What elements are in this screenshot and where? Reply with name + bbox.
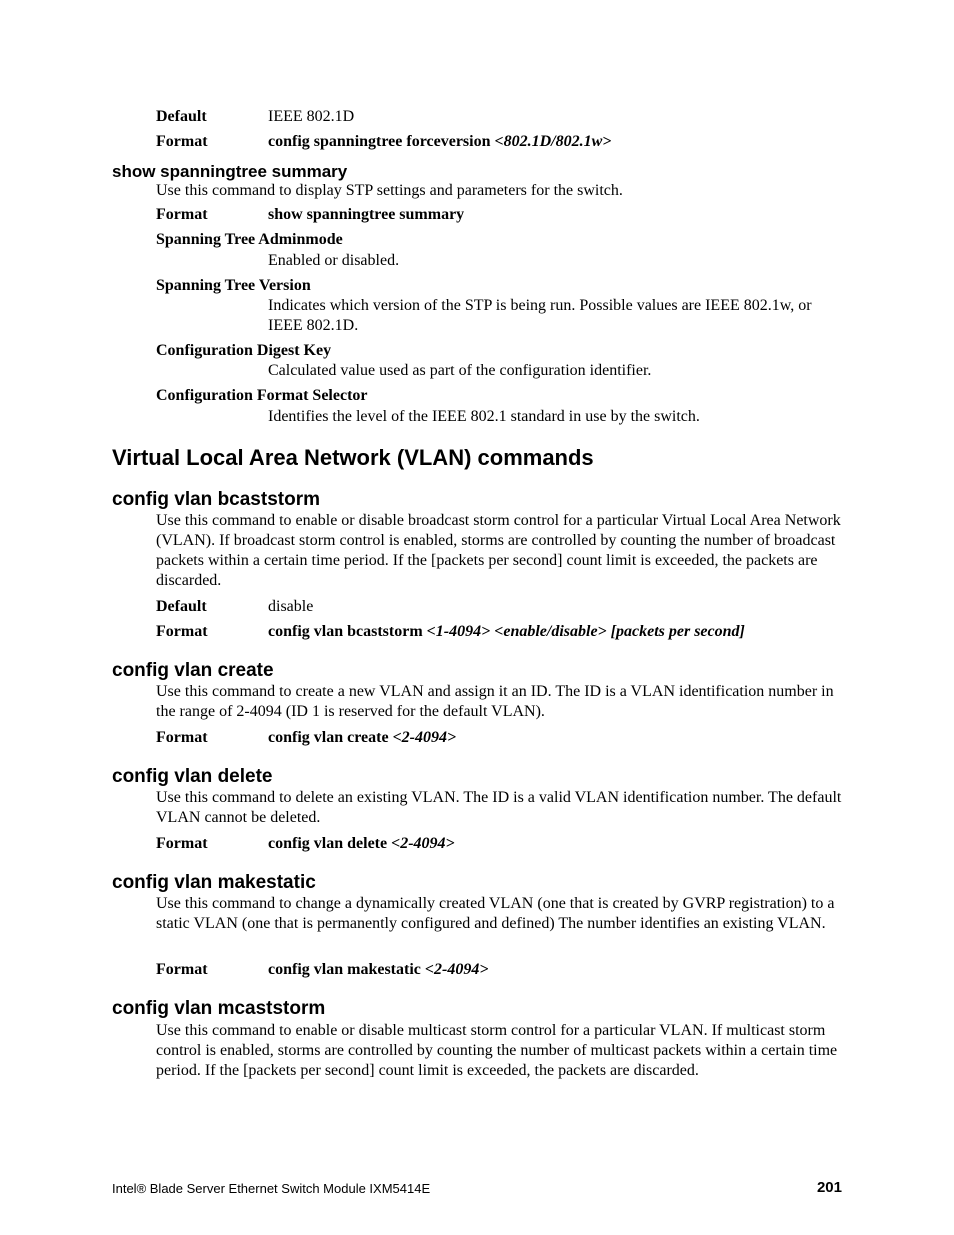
- summary-format-label: Format: [156, 206, 208, 223]
- field-definition: Calculated value used as part of the configuration identifier.: [268, 362, 652, 379]
- makestatic-description: Use this command to change a dynamically created VLAN (one that is created by GVRP registration) to a static VLAN (one that is permanently configured and defined) The number identifies an existing VLAN.: [156, 895, 835, 932]
- makestatic-format-command: [268, 960, 488, 980]
- mcaststorm-description: Use this command to enable or disable multicast storm control for a particular VLAN. If multicast storm control is enabled, storms are controlled by counting the number of multicast packets within a certain time period. If the [packets per second] count limit is exceeded, the packets are discarded.: [156, 1022, 838, 1079]
- section-heading-config-vlan-create: config vlan create: [112, 660, 274, 681]
- section-heading-config-vlan-mcaststorm: config vlan mcaststorm: [112, 998, 326, 1019]
- section-heading-config-vlan-makestatic: config vlan makestatic: [112, 872, 316, 893]
- delete-description: Use this command to delete an existing VLAN. The ID is a valid VLAN identification number. The default VLAN cannot be deleted.: [156, 789, 842, 826]
- format-label: Format: [156, 133, 208, 150]
- summary-format-command: show spanningtree summary: [268, 206, 465, 223]
- footer-title: Intel® Blade Server Ethernet Switch Module IXM5414E: [112, 1181, 431, 1196]
- field-definition: Enabled or disabled.: [268, 252, 400, 269]
- create-description: Use this command to create a new VLAN and assign it an ID. The ID is a VLAN identification number in the range of 2-4094 (ID 1 is reserved for the default VLAN).: [156, 683, 834, 720]
- makestatic-format-label: Format: [156, 961, 208, 978]
- field-term: Configuration Format Selector: [156, 387, 368, 404]
- delete-format-label: Format: [156, 835, 208, 852]
- default-label: Default: [156, 108, 207, 125]
- format-command-name: config spanningtree forceversion: [268, 133, 495, 150]
- delete-format-command-arg: <2-4094>: [391, 835, 455, 852]
- section-heading-show-spanningtree-summary: show spanningtree summary: [112, 162, 348, 181]
- section-heading-config-vlan-bcaststorm: config vlan bcaststorm: [112, 489, 320, 510]
- delete-format-command-name: config vlan delete: [268, 835, 392, 852]
- bcaststorm-default-label: Default: [156, 598, 207, 615]
- bcaststorm-description: Use this command to enable or disable broadcast storm control for a particular Virtual Local Area Network (VLAN). If broadcast storm control is enabled, storms are controlled by counting the number of broadcast packets within a certain time period. If the [packets per second] count limit is exceeded, the packets are discarded.: [156, 512, 841, 589]
- bcaststorm-format-command-name: config vlan bcaststorm: [268, 623, 427, 640]
- field-term: Spanning Tree Version: [156, 277, 311, 294]
- bcaststorm-format-command-arg: <1-4094> <enable/disable> [packets per second]: [426, 623, 745, 640]
- format-command: [268, 132, 611, 152]
- format-command-arg: <802.1D/802.1w>: [494, 133, 612, 150]
- bcaststorm-format-label: Format: [156, 623, 208, 640]
- create-format-command: [268, 728, 456, 748]
- field-term: Configuration Digest Key: [156, 342, 332, 359]
- create-format-command-name: config vlan create: [268, 729, 393, 746]
- bcaststorm-format-command: [268, 622, 745, 642]
- summary-description: Use this command to display STP settings and parameters for the switch.: [156, 182, 623, 199]
- makestatic-format-command-arg: <2-4094>: [424, 961, 489, 978]
- create-format-label: Format: [156, 729, 208, 746]
- field-definition: Indicates which version of the STP is being run. Possible values are IEEE 802.1w, or IEEE 802.1D.: [268, 297, 812, 334]
- field-term: Spanning Tree Adminmode: [156, 231, 343, 248]
- page-number: 201: [816, 1179, 842, 1196]
- bcaststorm-default-value: disable: [268, 598, 314, 615]
- default-value: IEEE 802.1D: [268, 108, 355, 125]
- section-heading-config-vlan-delete: config vlan delete: [112, 766, 273, 787]
- section-title-vlan-commands: Virtual Local Area Network (VLAN) commands: [112, 445, 594, 470]
- delete-format-command: [268, 834, 455, 854]
- field-definition: Identifies the level of the IEEE 802.1 standard in use by the switch.: [268, 408, 700, 425]
- create-format-command-arg: <2-4094>: [392, 729, 457, 746]
- makestatic-format-command-name: config vlan makestatic: [268, 961, 425, 978]
